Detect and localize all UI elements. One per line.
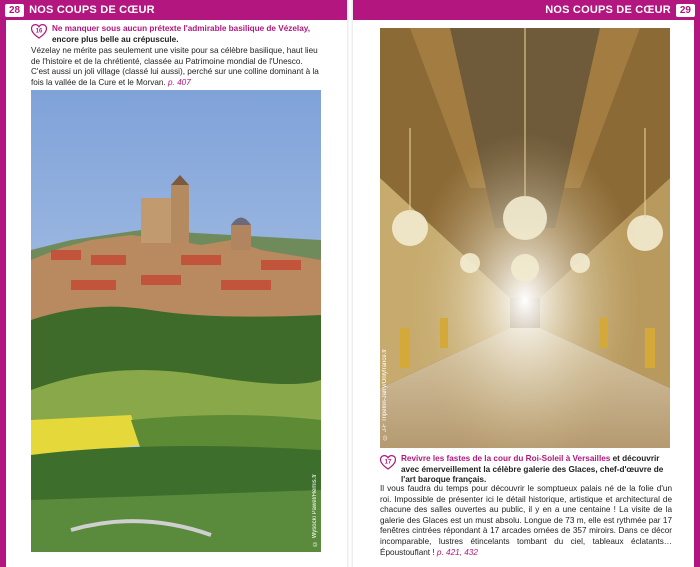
item-number-16: 16: [35, 28, 43, 35]
right-page-header: [353, 0, 700, 20]
right-lead-accent: Revivre les fastes de la cour du Roi-Soleil à Versailles: [401, 454, 611, 463]
left-lead: [52, 24, 342, 45]
left-body: Vézelay ne mérite pas seulement une visite pour sa célèbre basilique, haut lieu de l'histoire et de la chrétienté, classée au Patrimoine mondial de l'Unesco. C'est aussi un joli village (classé lui aussi), perché sur une colline dominant à la fois la vallée de la Cure et le Morvan.: [31, 46, 319, 87]
left-body-text: [31, 46, 321, 88]
left-lead-accent: Ne manquer sous aucun prétexte l'admirable basilique de Vézelay,: [52, 24, 310, 33]
right-page-number: 29: [676, 4, 695, 17]
right-header-title: NOS COUPS DE CŒUR: [545, 4, 671, 16]
book-gutter: [347, 0, 353, 567]
right-lead-rest: et découvrir avec émerveillement la célèbre galerie des Glaces, chef-d'œuvre de l'art baroque français.: [401, 454, 664, 485]
left-photo-credit: © Wysocki Pawel/Hemis.fr: [312, 474, 318, 546]
heart-icon: [31, 24, 45, 38]
right-page-ref: p. 421, 432: [436, 547, 478, 557]
vezelay-photo: [31, 90, 321, 552]
left-edge-band: [0, 0, 6, 567]
left-page-ref: p. 407: [168, 77, 191, 87]
left-page-number: 28: [5, 4, 24, 17]
left-page-header: [0, 0, 347, 20]
heart-icon: [380, 455, 394, 469]
item-number-17: 17: [384, 459, 392, 466]
right-body-text: [380, 484, 672, 558]
left-lead-rest: encore plus belle au crépuscule.: [52, 34, 179, 44]
right-body: Il vous faudra du temps pour découvrir le somptueux palais né de la folie d'un roi. Impossible de présenter ici le détail historique, artistique et architectural de chacune des salles ouvertes au public, il y en a une centaine ! La visite de la galerie des Glaces est un must absolu. Longue de 73 m, elle est rythmée par 17 fenêtres cintrées répondant à 17 arcades ornées de 357 miroirs. Dans ce décor incomparable, lustres étincelants tombant du ciel, tableaux éclatants… Époustouflant !: [380, 484, 672, 557]
right-photo-credit: © J-F Tripelon-Jarry/Onlyfrance.fr: [382, 349, 388, 440]
left-header-title: NOS COUPS DE CŒUR: [29, 4, 155, 16]
right-edge-band: [694, 0, 700, 567]
hall-of-mirrors-photo: [380, 28, 670, 448]
right-lead: [401, 454, 671, 486]
